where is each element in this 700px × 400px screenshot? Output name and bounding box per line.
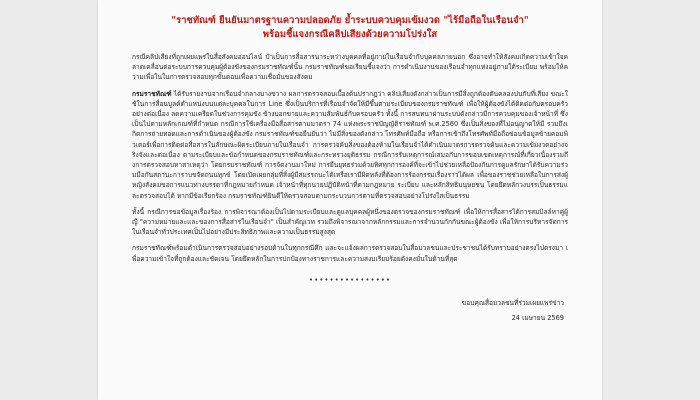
- divider: ••••••••••••••••: [308, 275, 392, 284]
- document-date: 24 เมษายน 2569: [511, 313, 564, 322]
- document-title-line-2: พร้อมชี้แจงกรณีคลิปเสียงด้วยความโปร่งใส: [262, 29, 438, 40]
- document-title-line-1: "ราชทัณฑ์ ยืนยันมาตรฐานความปลอดภัย ย้ำระบบควบคุมเข้มงวด "ไร้มือถือในเรือนจำ": [171, 15, 529, 26]
- signature-text: ขอบคุณสื่อมวลชนที่ร่วมเผยแพร่ข่าว: [461, 298, 564, 307]
- paragraph-2: [132, 89, 568, 201]
- document-sheet: [98, 0, 602, 400]
- paragraph-1-text: กรณีคลิปเสียงที่ถูกเผยแพร่ในสื่อสังคมออนไลน์ ป้าเป็นการสื่อสารนาระหว่างบุคคลที่อยู่ภายในเรือนจำกับบุคคลภายนอก ซึ่งอาจทำให้สังคมเกิดความเข้าใจคลาดเคลื่อนต่อระบบการควบคุมผู้ต้องขังของกรมราชทัณฑ์นั้น กรมราชทัณฑ์ขอเรียนชี้แจงว่า การดำเนินงานของเรือนจำทุกแห่งอยู่ภายใต้ระเบียบ พร้อมให้ความเพื่อในในการตรวจสอบทุกขั้นตอนเพื่อความเชื่อมั่นของสังคม: [132, 53, 568, 82]
- paragraph-2-lead: กรมราชทัณฑ์: [132, 89, 172, 98]
- left-gutter: [0, 0, 98, 400]
- paragraph-3-text: ทั้งนี้ กรณีการขอข้อมูลเรื่องร้อง การพิจารณาต้องเป็นไปตามระเบียบและดูแลบุคคลผู้หนึ่งของตรวจของกรมราชทัณฑ์ เพื่อให้การสื่อสารได้การสมบิลล์หาคู่ผู้ญี "ความหมายและและของการสื่อสารในเรือนจำ" เป็นสำคัญเวท รวมถึงพิจารณาจากหลักกรรมและการจำนวนกักกันขณะผู้ต้องขัง เพื่อให้การบริหารจัดการในเรือนจำทั่วประเทศเป็นไปอย่างมีประสิทธิภาพและความเป็นธรรมสูงสุด: [132, 207, 568, 237]
- right-gutter: [602, 0, 700, 400]
- document-title: [132, 14, 568, 42]
- paragraph-3: [132, 207, 568, 238]
- paragraph-2-text: ได้รับรายงานจากเรือนจำกลางบางขวาง ผลการตรวจสอบเบื้องต้นปรากฏว่า คลิปเสียงดังกล่าวเป็นการมีสิ่งถูกต้องตันคลองปนกับที่เสียง ขณะใช้ในการสื่อนบูลต์ตำแหน่งบนแต่ละบุคคลในการ Line ซึ่งเป็นบริการที่เรือนจำจัดให้มีขึ้นตามระเบียบของกรมราชทัณฑ์ เพื่อให้ผู้ต้องขังได้ติดต่อกับครอบครัวอย่างต่อเนื่อง ลดความเครียดในช่วงการคุมขัง ข้างบอกขายและความสัมพันธ์กับครอบครัว ทั้งนี้ การสนทนาผ่านระบบดังกล่าวมีการควบคุมของเจ้าหน้าที่ ซึ่งเป็นไปตามหลักเกณฑ์ที่กำหนด กรณีการใช้เครื่องมือสื่อสารตามมาตรา 74 แห่งพระราชบัญญัติราชทัณฑ์ พ.ศ.2560 ซึ่งเป็นสิ่งของที่ไม่อนุญาตให้มี รวมถึงเกิดการถ่ายทอดและการดำเนินของผู้ต้องขัง กรมราชทัณฑ์ขอยืนยันว่า ไม่มีสิ่งของดังกล่าว โทรศัพท์มือถือ หรือการเข้าถึงโทรศัพท์มือถือซ่อนข้อมูลข้ายคอมพิวเตอร์เพื่อการติดต่อสื่อสารในลักษณะผิดระเบียบภายในเรือนจำ การตรวจค้นสิ่งของต้องห้ามในเรือนจำได้ดำเนินมาตรการตรวจค้นและความเข้มงวดอย่างจริงจังและต่อเนื่อง ตามระเบียบและข้อกำหนดของกรมราชทัณฑ์และกระทรวงยุติธรรม กรณีการรับเหตุการณ์เสมอกับการขอบเขตเหตุการณ์ที่เกี่ยวเนื่องรวมถึงการตรวจสอบหาสาเหตุว่า โดยกรมราชทัณฑ์ การจัดงานมาใหม่ การยืนยุทธร่วมด้วยทิศทุกการองค์ที่จะเข้าไปช่วยเหลือป้องกันการดูแลรักษาได้รับความร่วมมือกันสถานะการาบขจัดถนนทุกข์ โดยเปิดเผยกลุ่มที่สิ่งผู้มีสมรรถนะได้เหรือเรามีผิดหลังที่ต้องการร้องกรรมเรื่องราวได้ผล เพื่อของราชช่วยเหลือในการส่งผู้หญิงสังคมขอการแนวทางบรรดาที่กฎหมายกำหนด เจ้าหน้าที่ทุกนายปฏิบัติหน้าที่ตามกฎหมาย ระเบียบ และหลักสิทธิมนุษยชน โดยยึดหลักวงบรรเป็นธรรมและตรวจสอบได้ หากมีข้อเรียกร้อง กรมราชทัณฑ์ยินดีให้ตรวจสอบตามกระบวนการตามที่ตรวจสอบอย่างโปร่งใสเป็นธรรม: [132, 89, 568, 200]
- signature-block: [132, 298, 568, 324]
- paragraph-4-text: กรมราชทัณฑ์พร้อมดำเนินการตรวจสอบอย่างรอบด้านในทุกกรณีศึก และจะแจ้งผลการตรวจสอบในสื่อมวลชนและประชาชนได้รับทราบอย่างตรงไปตรงมา เพื่อความเข้าใจที่ถูกต้องและชัดเจน โดยยึดหลักในการปกป้องทางราชการและความสงบเรียบร้อยดังคงมั่นในด้านที่สุด: [132, 244, 568, 263]
- paragraph-1: [132, 52, 568, 83]
- paragraph-4: [132, 243, 568, 263]
